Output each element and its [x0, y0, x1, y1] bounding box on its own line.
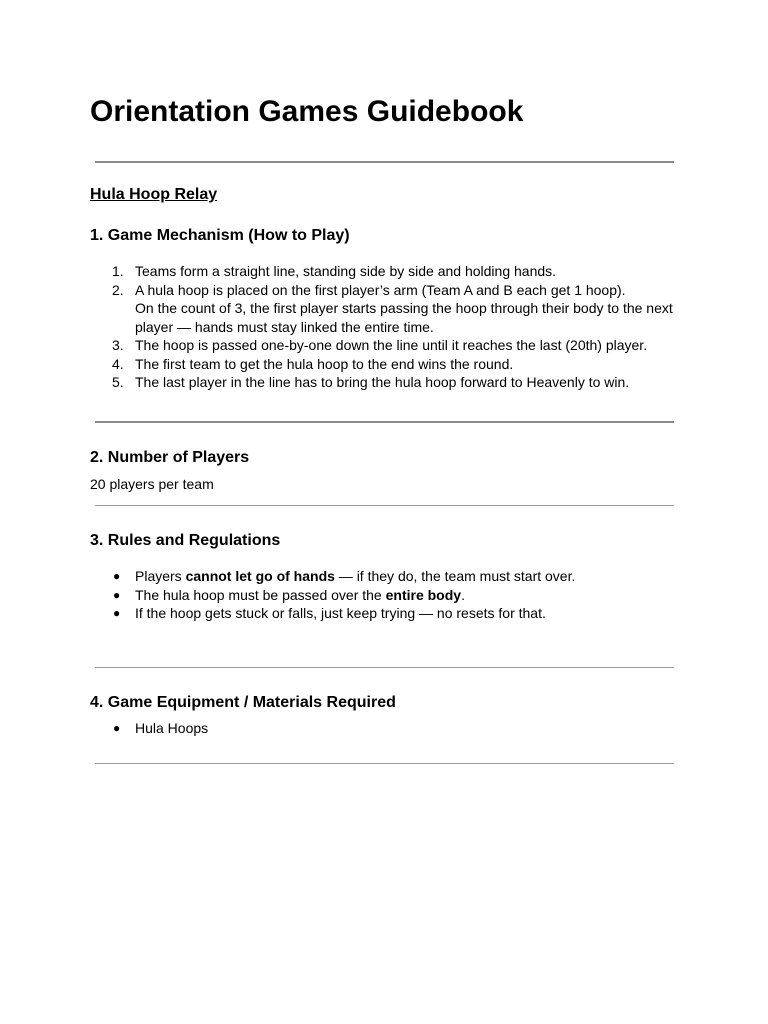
list-item: [90, 604, 690, 623]
list-item-text: The hula hoop must be passed over the entire body.: [135, 586, 465, 603]
section-heading-rules: 3. Rules and Regulations: [90, 532, 281, 549]
list-item-text: The hoop is passed one-by-one down the line until it reaches the last (20th) player.: [135, 337, 648, 353]
list-item-text: Players cannot let go of hands — if they do, the team must start over.: [135, 568, 576, 584]
list-item-text: player — hands must stay linked the entire time.: [135, 318, 434, 335]
list-item: [90, 567, 690, 586]
divider: [95, 505, 674, 506]
divider: [95, 421, 674, 423]
list-item: [90, 355, 690, 374]
divider: [95, 667, 674, 668]
players-count-text: 20 players per team: [90, 476, 214, 492]
list-number: 1.: [112, 263, 124, 279]
divider: [95, 161, 674, 163]
document-title: Orientation Games Guidebook: [90, 95, 524, 128]
game-name: Hula Hoop Relay: [90, 186, 218, 203]
list-item-text: On the count of 3, the first player starts passing the hoop through their body to the next: [135, 300, 673, 316]
section-heading-equipment: 4. Game Equipment / Materials Required: [90, 694, 396, 711]
list-item: [90, 586, 690, 605]
bullet-icon: ●: [113, 569, 121, 583]
equipment-list: [90, 719, 690, 738]
divider: [95, 763, 674, 764]
bullet-icon: ●: [113, 721, 121, 735]
list-item: [90, 719, 690, 738]
list-item: [90, 262, 690, 281]
bullet-icon: ●: [113, 587, 121, 602]
list-number: 2.: [112, 281, 124, 298]
list-item-text: Teams form a straight line, standing side by side and holding hands.: [135, 263, 557, 279]
list-number: 3.: [112, 337, 124, 353]
section-heading-game-mechanism: 1. Game Mechanism (How to Play): [90, 227, 350, 244]
list-item: [90, 336, 690, 355]
game-mechanism-list: [90, 262, 690, 392]
list-item-text: A hula hoop is placed on the first player’s arm (Team A and B each get 1 hoop).: [135, 281, 626, 298]
list-number: 5.: [112, 374, 124, 390]
rules-list: [90, 567, 690, 623]
list-item: [90, 281, 690, 337]
bullet-icon: ●: [113, 606, 121, 620]
section-heading-number-of-players: 2. Number of Players: [90, 449, 250, 466]
list-number: 4.: [112, 355, 124, 372]
list-item-text: If the hoop gets stuck or falls, just keep trying — no resets for that.: [135, 605, 546, 621]
list-item-text: Hula Hoops: [135, 720, 209, 736]
list-item-text: The first team to get the hula hoop to the end wins the round.: [135, 355, 514, 372]
list-item-text: The last player in the line has to bring the hula hoop forward to Heavenly to win.: [135, 374, 630, 390]
list-item: [90, 373, 690, 392]
